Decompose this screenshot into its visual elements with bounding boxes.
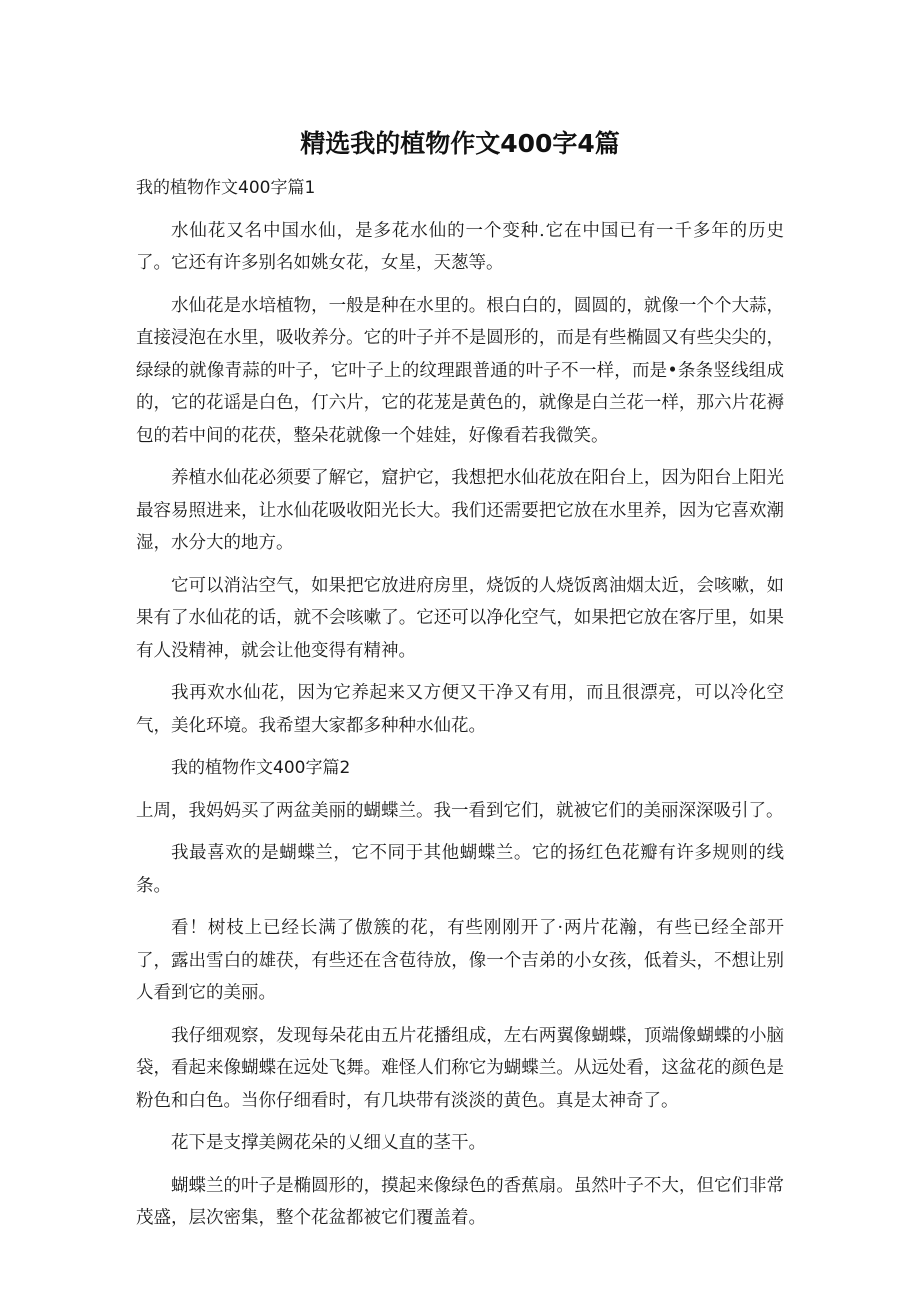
paragraph: 水仙花是水培植物，一般是种在水里的。根白白的，圆圆的，就像一个个大蒜，直接浸泡在水里，吸收养分。它的叶子并不是圆形的，而是有些椭圆又有些尖尖的，绿绿的就像青蒜的叶子，它叶子上的纹理跟普通的叶子不一样，而是•条条竖线组成的，它的花谣是白色，仃六片，它的花茏是黄色的，就像是白兰花一样，那六片花褥包的若中间的花茯，整朵花就像一个娃娃，好像看若我微笑。 bbox=[136, 295, 784, 446]
paragraph: 我最喜欢的是蝴蝶兰，它不同于其他蝴蝶兰。它的扬红色花瓣有许多规则的线条。 bbox=[136, 843, 784, 896]
paragraph: 花下是支撑美阙花朵的乂细乂直的茎干。 bbox=[171, 1133, 486, 1153]
paragraph: 它可以消沾空气，如果把它放进府房里，烧饭的人烧饭离油烟太近，会咳嗽，如果有了水仙花的话，就不会咳嗽了。它还可以净化空气，如果把它放在客厅里，如果有人没精神，就会让他变得有精神。 bbox=[136, 575, 784, 661]
paragraph: 我再欢水仙花，因为它养起来又方便又干净又有用，而且很漂亮，可以冷化空气，美化环境。我希望大家都多种种水仙花。 bbox=[136, 683, 784, 736]
paragraph: 蝴蝶兰的叶子是椭圆形的，摸起来像绿色的香蕉扇。虽然叶子不大，但它们非常茂盛，层次密集，整个花盆都被它们覆盖着。 bbox=[136, 1175, 784, 1228]
paragraph: 我仔细观察，发现每朵花由五片花播组成，左右两翼像蝴蝶，顶端像蝴蝶的小脑袋，看起来像蝴蝶在远处飞舞。难怪人们称它为蝴蝶兰。从远处看，这盆花的颜色是粉色和白色。当你仔细看时，有几块带有淡淡的黄色。真是太神奇了。 bbox=[136, 1025, 784, 1111]
section-heading-2: 我的植物作文400字篇2 bbox=[171, 758, 351, 778]
document-title: 精选我的植物作文400字4篇 bbox=[300, 129, 620, 158]
paragraph: 看！树枝上已经长满了傲簇的花，有些刚刚开了·两片花瀚，有些已经全部开了，露出雪白的雄茯，有些还在含苞待放，像一个吉弟的小女孩，低着头，不想让别人看到它的美丽。 bbox=[136, 918, 784, 1003]
paragraph: 水仙花又名中国水仙，是多花水仙的一个变种.它在中国已有一千多年的历史了。它还有许多别名如姚女花，女星，天葱等。 bbox=[136, 220, 784, 273]
section-heading-1: 我的植物作文400字篇1 bbox=[136, 178, 316, 198]
paragraph: 养植水仙花必须要了解它，窟护它，我想把水仙花放在阳台上，因为阳台上阳光最容易照进来，让水仙花吸收阳光长大。我们还需要把它放在水里养，因为它喜欢潮湿，水分大的地方。 bbox=[136, 468, 784, 553]
paragraph: 上周，我妈妈买了两盆美丽的蝴蝶兰。我一看到它们，就被它们的美丽深深吸引了。 bbox=[136, 800, 784, 821]
document-body bbox=[136, 172, 784, 1245]
